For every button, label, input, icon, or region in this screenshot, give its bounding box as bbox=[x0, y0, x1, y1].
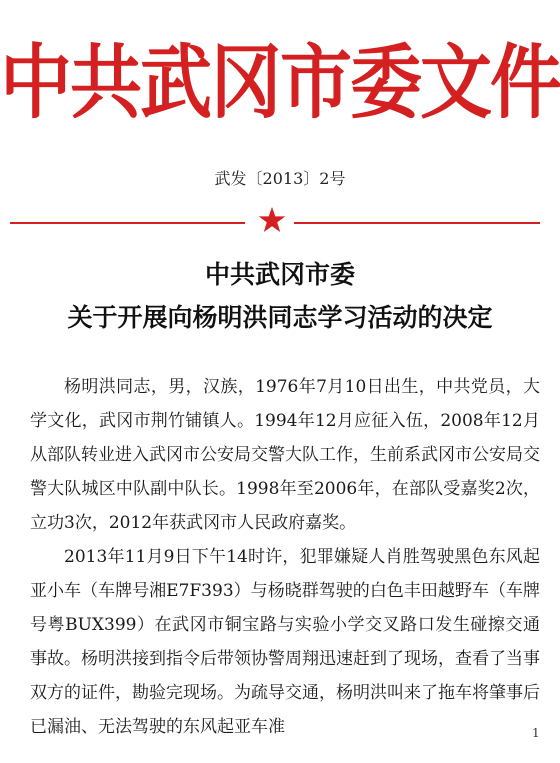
document-body bbox=[30, 370, 540, 744]
document-title-line-1: 中共武冈市委 bbox=[204, 260, 355, 289]
body-paragraph-1: 杨明洪同志，男，汉族，1976年7月10日出生，中共党员，大学文化，武冈市荆竹铺镇人。1994年12月应征入伍，2008年12月从部队转业进入武冈市公安局交警大队工作，生前系武冈市公安局交警大队城区中队副中队长。1998年至2006年，在部队受嘉奖2次，立功3次，2012年获武冈市人民政府嘉奖。 bbox=[30, 377, 540, 533]
page-number: 1 bbox=[532, 726, 540, 740]
document-title-line-2: 关于开展向杨明洪同志学习活动的决定 bbox=[67, 303, 493, 332]
masthead-title: 中共武冈市委文件 bbox=[0, 34, 560, 130]
star-icon bbox=[258, 206, 286, 234]
document-number: 武发〔2013〕2号 bbox=[214, 169, 346, 188]
red-rule-left bbox=[10, 222, 245, 224]
body-paragraph-2: 2013年11月9日下午14时许，犯罪嫌疑人肖胜驾驶黑色东风起亚小车（车牌号湘E7F393）与杨晓群驾驶的白色丰田越野车（车牌号粤BUX399）在武冈市铜宝路与实验小学交叉路口发生碰擦交通事故。杨明洪接到指令后带领协警周翔迅速赶到了现场，查看了当事双方的证件，勘验完现场。为疏导交通，杨明洪叫来了拖车将肇事后已漏油、无法驾驶的东风起亚车准 bbox=[30, 547, 540, 737]
red-rule-right bbox=[294, 222, 540, 224]
